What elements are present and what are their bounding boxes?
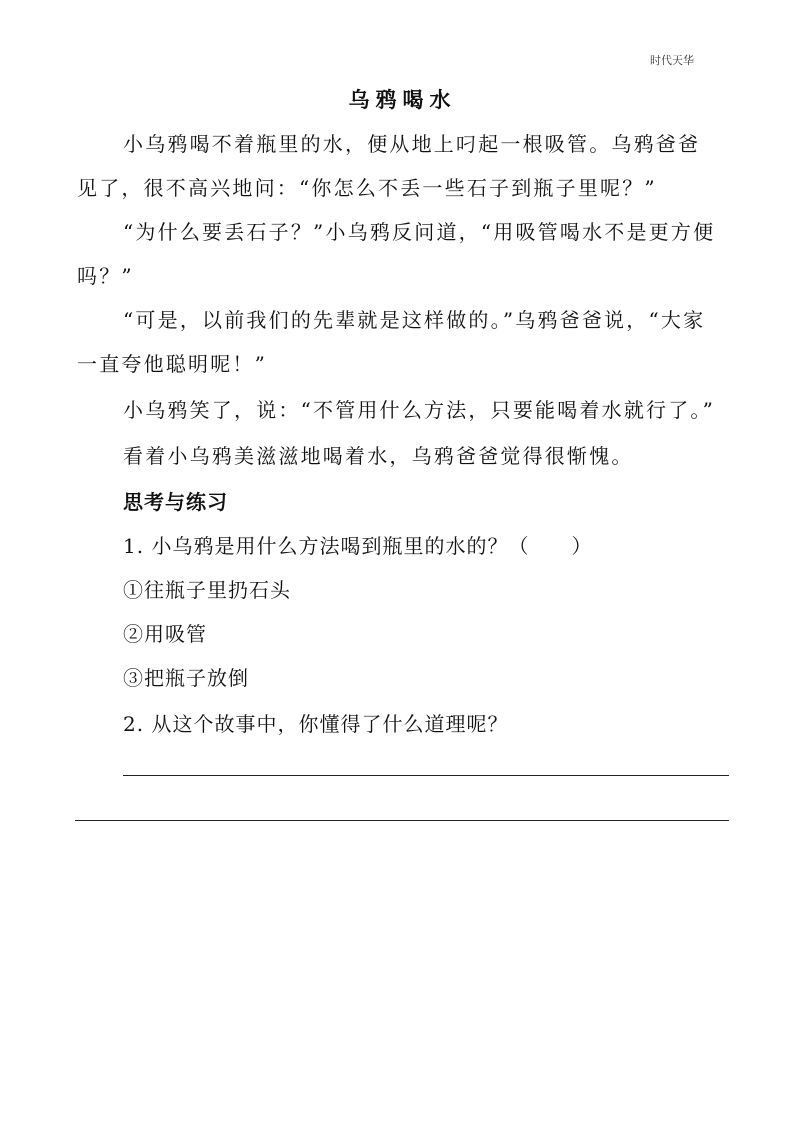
option-1: ①往瓶子里扔石头 <box>123 578 291 602</box>
story-line: 吗？” <box>77 264 134 288</box>
story-line: 见了，很不高兴地问：“你怎么不丢一些石子到瓶子里呢？” <box>77 176 657 200</box>
publisher-brand: 时代天华 <box>650 54 694 67</box>
story-line: “为什么要丢石子？”小乌鸦反问道，“用吸管喝水不是更方便 <box>123 220 716 244</box>
story-line: 看着小乌鸦美滋滋地喝着水，乌鸦爸爸觉得很惭愧。 <box>123 444 634 468</box>
bottom-rule <box>75 820 729 821</box>
story-line: 小乌鸦喝不着瓶里的水，便从地上叼起一根吸管。乌鸦爸爸 <box>123 132 701 156</box>
option-3: ③把瓶子放倒 <box>123 666 249 690</box>
exercise-heading: 思考与练习 <box>123 490 228 514</box>
story-title: 乌鸦喝水 <box>348 87 457 112</box>
question-1: 1. 小乌鸦是用什么方法喝到瓶里的水的？（ ） <box>123 534 593 558</box>
story-line: “可是，以前我们的先辈就是这样做的。”乌鸦爸爸说，“大家 <box>123 308 706 332</box>
answer-line[interactable] <box>123 775 729 776</box>
story-line: 一直夸他聪明呢！” <box>77 352 268 376</box>
story-line: 小乌鸦笑了，说：“不管用什么方法，只要能喝着水就行了。” <box>123 398 716 422</box>
option-2: ②用吸管 <box>123 622 207 646</box>
question-2: 2. 从这个故事中，你懂得了什么道理呢？ <box>123 712 509 736</box>
